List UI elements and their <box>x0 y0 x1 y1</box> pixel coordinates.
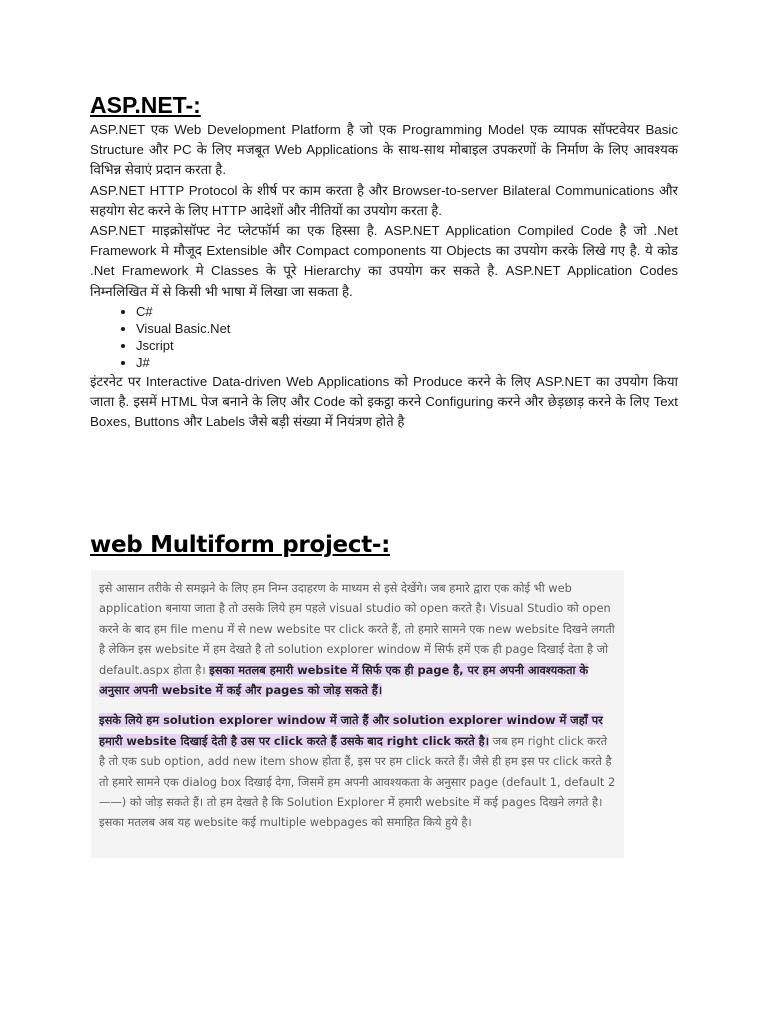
paragraph-closing: इंटरनेट पर Interactive Data-driven Web Applications को Produce करने के लिए ASP.NET का उपयोग किया जाता है. इसमें HTML पेज बनाने के लिए और Code को इकट्ठा करने Configuring करने और छेड़छाड़ करने के लिए Text Boxes, Buttons और Labels जैसे बड़ी संख्या में नियंत्रण होते है <box>90 373 678 430</box>
list-item: • C# <box>136 303 678 320</box>
section-title-aspnet: ASP.NET-: <box>90 92 201 118</box>
highlighted-text: इसके लिये हम solution explorer window में जाते हैं और solution explorer window में जहाँ पर हमारी website दिखाई देती है उस पर click करते हैं उसके बाद right click करते है। <box>99 713 603 748</box>
highlighted-text: इसका मतलब हमारी website में सिर्फ एक ही page है, पर हम अपनी आवश्यकता के अनुसार अपनी website में कई और pages को जोड़ सकते हैं। <box>99 662 589 698</box>
snippet-text: जब हम right click करते है तो एक sub option, add new item show होता हैं, इस पर हम click करते हैं। जैसे ही हम इस पर click करते है तो हमारे सामने एक dialog box दिखाई देगा, जिसमें हम अपनी आवश्यकता के अनुसार page (default 1, default 2——) को जोड़ सकते हैं। तो हम देखते है कि Solution Explorer में हमारी website में कई pages दिखने लगते है। इसका मतलब अब यह website कई multiple webpages को समाहित किये हुये है। <box>99 733 616 830</box>
aspnet-body <box>90 120 678 432</box>
list-item: • Visual Basic.Net <box>136 320 678 337</box>
list-item: • J# <box>136 354 678 371</box>
paragraph-compiled: ASP.NET माइक्रोसॉफ्ट नेट प्लेटफॉर्म का एक हिस्सा है. ASP.NET Application Compiled Code है जो .Net Framework मे मौजूद Extensible और Compact components या Objects का उपयोग करके लिखे गए है. ये कोड .Net Framework मे Classes के पूरे Hierarchy का उपयोग कर सकते है. ASP.NET Application Codes निम्नलिखित में से किसी भी भाषा में लिखा जा सकता है. <box>90 223 678 299</box>
paragraph-http: ASP.NET HTTP Protocol के शीर्ष पर काम करता है और Browser-to-server Bilateral Communications और सहयोग सेट करने के लिए HTTP आदेशों और नीतियों का उपयोग करता है. <box>90 182 678 218</box>
paragraph-intro: ASP.NET एक Web Development Platform है जो एक Programming Model एक व्यापक सॉफ्टवेयर Basic Structure और PC के लिए मजबूत Web Applications के साथ-साथ मोबाइल उपकरणों के निर्माण के लिए आवश्यक विभिन्न सेवाएं प्रदान करता है. <box>90 122 678 178</box>
snippet-paragraph-1 <box>99 578 616 700</box>
snippet-paragraph-2 <box>99 710 616 832</box>
section-title-multiform: web Multiform project-: <box>90 532 391 558</box>
list-item: • Jscript <box>136 337 678 354</box>
snippet-text: इसे आसान तरीके से समझने के लिए हम निम्न उदाहरण के माध्यम से इसे देखेंगे। जब हमारे द्वारा एक कोई भी web application बनाया जाता है तो उसके लिये हम पहले visual studio को open करते है। Visual Studio को open करने के बाद हम file menu में से new website पर click करते हैं, तो हमारे सामने एक new website दिखने लगती है लेकिन इस website में हम देखते है तो solution explorer window में सिर्फ हमें एक ही page दिखाई देता है जो default.aspx होता है। <box>99 581 615 677</box>
embedded-text-snippet <box>91 570 624 858</box>
language-list <box>90 303 678 371</box>
